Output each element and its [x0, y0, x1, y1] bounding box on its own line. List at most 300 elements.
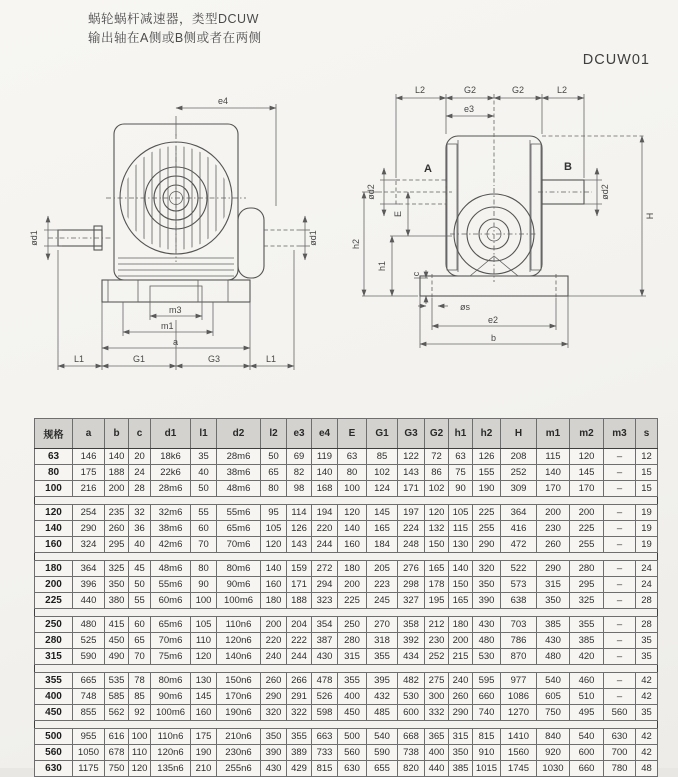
table-cell: 522: [501, 561, 537, 577]
dim-e2-label: e2: [488, 315, 499, 325]
table-cell: 260: [449, 689, 473, 705]
table-cell: 1015: [473, 761, 501, 777]
col-header-s: s: [636, 419, 658, 449]
table-cell: 15: [636, 465, 658, 481]
dim-l2-right-label: L2: [557, 85, 568, 95]
table-cell: 180: [338, 561, 367, 577]
size-group-4: [35, 673, 658, 721]
table-cell: 322: [287, 705, 312, 721]
table-cell: 85: [129, 689, 151, 705]
table-cell: 380: [105, 593, 129, 609]
table-cell: 50: [129, 577, 151, 593]
spec-cell: 63: [35, 449, 73, 465]
table-cell: 260: [537, 537, 570, 553]
table-cell: 60m6: [151, 593, 191, 609]
table-cell: 276: [398, 561, 425, 577]
table-cell: 220: [261, 633, 287, 649]
table-cell: 36: [129, 521, 151, 537]
table-cell: 32m6: [151, 505, 191, 521]
col-header-d2: d2: [217, 419, 261, 449]
table-cell: 170n6: [217, 689, 261, 705]
side-a-label: A: [424, 163, 432, 175]
dimension-table: [34, 418, 658, 777]
table-cell: 272: [312, 561, 338, 577]
spec-cell: 280: [35, 633, 73, 649]
table-cell: 655: [367, 761, 398, 777]
table-cell: 122: [398, 449, 425, 465]
table-row: [35, 561, 658, 577]
table-cell: 230: [537, 521, 570, 537]
table-cell: 24: [636, 577, 658, 593]
table-cell: 244: [287, 649, 312, 665]
table-cell: 630: [338, 761, 367, 777]
table-cell: 208: [501, 449, 537, 465]
table-cell: 665: [73, 673, 105, 689]
table-row: [35, 521, 658, 537]
table-cell: 40: [129, 537, 151, 553]
table-cell: 114: [287, 505, 312, 521]
table-cell: 222: [287, 633, 312, 649]
table-cell: 160: [261, 577, 287, 593]
table-cell: 248: [398, 537, 425, 553]
table-cell: 977: [501, 673, 537, 689]
table-cell: 510: [570, 689, 604, 705]
table-cell: 495: [570, 705, 604, 721]
table-row: [35, 673, 658, 689]
table-cell: 194: [312, 505, 338, 521]
table-cell: 45: [129, 561, 151, 577]
table-cell: 100m6: [217, 593, 261, 609]
table-cell: 119: [312, 449, 338, 465]
table-row: [35, 649, 658, 665]
table-cell: 120n6: [217, 633, 261, 649]
dim-E-label: E: [393, 210, 403, 218]
table-cell: 28m6: [217, 449, 261, 465]
table-cell: 100m6: [151, 705, 191, 721]
table-cell: 130: [191, 673, 217, 689]
table-cell: 50: [261, 449, 287, 465]
table-cell: 75: [449, 465, 473, 481]
table-cell: 395: [367, 673, 398, 689]
spec-cell: 120: [35, 505, 73, 521]
table-cell: 530: [398, 689, 425, 705]
table-cell: 616: [105, 729, 129, 745]
table-cell: 171: [287, 577, 312, 593]
table-cell: 430: [261, 761, 287, 777]
table-cell: 120: [338, 505, 367, 521]
size-group-1: [35, 505, 658, 553]
model-code: DCUW01: [582, 52, 650, 68]
table-cell: 429: [287, 761, 312, 777]
spec-cell: 500: [35, 729, 73, 745]
size-group-3: [35, 617, 658, 665]
table-cell: 472: [501, 537, 537, 553]
table-cell: 12: [636, 449, 658, 465]
dim-l1-right-label: L1: [266, 354, 277, 364]
table-cell: 90: [449, 481, 473, 497]
table-row: [35, 593, 658, 609]
table-cell: 180: [449, 617, 473, 633]
table-cell: 660: [473, 689, 501, 705]
table-cell: 1560: [501, 745, 537, 761]
table-cell: 420: [570, 649, 604, 665]
table-cell: 110n6: [151, 729, 191, 745]
table-cell: 535: [105, 673, 129, 689]
table-cell: 309: [501, 481, 537, 497]
col-header-e3: e3: [287, 419, 312, 449]
table-cell: 585: [105, 689, 129, 705]
table-cell: 140: [261, 561, 287, 577]
table-row: [35, 633, 658, 649]
table-cell: –: [604, 537, 636, 553]
spec-cell: 180: [35, 561, 73, 577]
table-cell: –: [604, 465, 636, 481]
table-cell: 165: [425, 561, 449, 577]
table-cell: 298: [398, 577, 425, 593]
table-cell: 355: [570, 617, 604, 633]
table-cell: –: [604, 617, 636, 633]
group-spacer: [35, 721, 658, 729]
table-cell: 255n6: [217, 761, 261, 777]
table-cell: 126: [473, 449, 501, 465]
table-cell: 120: [129, 761, 151, 777]
table-cell: –: [604, 689, 636, 705]
table-cell: 327: [398, 593, 425, 609]
table-cell: 143: [398, 465, 425, 481]
table-cell: 266: [287, 673, 312, 689]
table-cell: 55m6: [217, 505, 261, 521]
table-cell: –: [604, 649, 636, 665]
table-cell: 1050: [73, 745, 105, 761]
table-cell: 178: [425, 577, 449, 593]
table-cell: 100: [338, 481, 367, 497]
table-cell: 320: [473, 561, 501, 577]
dim-l1-left-label: L1: [74, 354, 85, 364]
table-cell: 55m6: [151, 577, 191, 593]
table-cell: 48: [636, 761, 658, 777]
table-cell: 440: [73, 593, 105, 609]
spec-cell: 225: [35, 593, 73, 609]
table-cell: 195: [425, 593, 449, 609]
col-header-H: H: [501, 419, 537, 449]
table-cell: 19: [636, 537, 658, 553]
table-cell: 110: [191, 633, 217, 649]
spec-cell: 315: [35, 649, 73, 665]
table-cell: 80m6: [217, 561, 261, 577]
col-header-h2: h2: [473, 419, 501, 449]
table-cell: 150: [449, 577, 473, 593]
table-cell: 910: [473, 745, 501, 761]
table-cell: 660: [570, 761, 604, 777]
table-cell: 355: [338, 673, 367, 689]
shaft-projection: [264, 230, 300, 246]
table-cell: 190: [473, 481, 501, 497]
table-cell: 143: [287, 537, 312, 553]
table-cell: 212: [425, 617, 449, 633]
table-cell: 573: [501, 577, 537, 593]
size-group-2: [35, 561, 658, 609]
table-cell: 290: [449, 705, 473, 721]
table-cell: 225: [473, 505, 501, 521]
spec-cell: 560: [35, 745, 73, 761]
table-cell: 150n6: [217, 673, 261, 689]
table-cell: 42: [636, 745, 658, 761]
table-cell: 220: [312, 521, 338, 537]
table-cell: 145: [191, 689, 217, 705]
table-cell: 332: [425, 705, 449, 721]
table-cell: 70: [129, 649, 151, 665]
table-row: [35, 761, 658, 777]
table-cell: 215: [449, 649, 473, 665]
table-cell: 171: [398, 481, 425, 497]
table-cell: 540: [570, 729, 604, 745]
table-cell: 490: [105, 649, 129, 665]
table-cell: 855: [73, 705, 105, 721]
table-cell: 15: [636, 481, 658, 497]
dim-g1-label: G1: [133, 354, 146, 364]
table-cell: 355: [367, 649, 398, 665]
table-cell: 1410: [501, 729, 537, 745]
table-cell: –: [604, 593, 636, 609]
dim-e3-label: e3: [464, 104, 475, 114]
table-cell: 69: [287, 449, 312, 465]
table-cell: 460: [570, 673, 604, 689]
table-cell: 120n6: [151, 745, 191, 761]
table-cell: 416: [501, 521, 537, 537]
table-cell: 165: [449, 593, 473, 609]
table-cell: 72: [425, 449, 449, 465]
table-cell: 663: [312, 729, 338, 745]
col-header-h1: h1: [449, 419, 473, 449]
table-cell: 63: [338, 449, 367, 465]
table-cell: 280: [570, 561, 604, 577]
col-header-spec: 规格: [35, 419, 73, 449]
spec-cell: 250: [35, 617, 73, 633]
table-cell: 315: [338, 649, 367, 665]
table-cell: 365: [425, 729, 449, 745]
table-cell: 132: [425, 521, 449, 537]
table-cell: 225: [338, 593, 367, 609]
table-cell: 24: [636, 561, 658, 577]
table-cell: 294: [312, 577, 338, 593]
dim-l2-left-label: L2: [415, 85, 426, 95]
table-cell: 255: [570, 537, 604, 553]
table-row: [35, 705, 658, 721]
table-cell: 140n6: [217, 649, 261, 665]
table-cell: 85: [367, 449, 398, 465]
table-cell: 42: [636, 689, 658, 705]
dim-h1-label: h1: [377, 260, 387, 272]
table-cell: 60: [129, 617, 151, 633]
table-cell: 295: [570, 577, 604, 593]
output-shaft-a: [384, 180, 452, 204]
table-cell: 105: [449, 505, 473, 521]
table-cell: 1745: [501, 761, 537, 777]
table-cell: 188: [105, 465, 129, 481]
col-header-l1: l1: [191, 419, 217, 449]
spec-cell: 80: [35, 465, 73, 481]
table-cell: 28: [129, 481, 151, 497]
table-cell: –: [604, 633, 636, 649]
table-cell: 390: [261, 745, 287, 761]
table-cell: 86: [425, 465, 449, 481]
col-header-d1: d1: [151, 419, 191, 449]
table-cell: 325: [105, 561, 129, 577]
table-cell: 19: [636, 521, 658, 537]
table-cell: 170: [570, 481, 604, 497]
table-cell: 35: [636, 649, 658, 665]
col-header-m2: m2: [570, 419, 604, 449]
table-cell: 145: [570, 465, 604, 481]
table-cell: 415: [105, 617, 129, 633]
title-block: [88, 10, 262, 49]
spec-cell: 140: [35, 521, 73, 537]
table-cell: 300: [425, 689, 449, 705]
table-cell: 1270: [501, 705, 537, 721]
table-cell: 140: [537, 465, 570, 481]
col-header-G1: G1: [367, 419, 398, 449]
table-cell: 63: [449, 449, 473, 465]
table-cell: 350: [105, 577, 129, 593]
table-cell: 65m6: [151, 617, 191, 633]
spec-cell: 450: [35, 705, 73, 721]
table-cell: 240: [449, 673, 473, 689]
table-cell: 80m6: [151, 673, 191, 689]
table-cell: 28: [636, 617, 658, 633]
table-cell: 70m6: [151, 633, 191, 649]
table-cell: 28: [636, 593, 658, 609]
table-cell: 260: [261, 673, 287, 689]
dim-e4-label: e4: [218, 96, 229, 106]
table-cell: 385: [537, 617, 570, 633]
table-cell: 595: [473, 673, 501, 689]
table-cell: 146: [73, 449, 105, 465]
table-cell: 703: [501, 617, 537, 633]
table-cell: 870: [501, 649, 537, 665]
table-cell: 90: [191, 577, 217, 593]
spec-cell: 100: [35, 481, 73, 497]
table-cell: 216: [73, 481, 105, 497]
table-cell: 400: [425, 745, 449, 761]
group-spacer: [35, 553, 658, 561]
table-cell: 482: [398, 673, 425, 689]
table-cell: 750: [537, 705, 570, 721]
table-cell: 126: [287, 521, 312, 537]
table-cell: 396: [73, 577, 105, 593]
table-cell: 120: [570, 449, 604, 465]
table-cell: 210: [191, 761, 217, 777]
table-row: [35, 449, 658, 465]
table-cell: 525: [73, 633, 105, 649]
dim-m1-label: m1: [161, 321, 174, 331]
table-cell: 526: [312, 689, 338, 705]
table-cell: 105: [261, 521, 287, 537]
table-cell: 35: [636, 633, 658, 649]
table-cell: 165: [367, 521, 398, 537]
table-cell: 235: [105, 505, 129, 521]
col-header-e4: e4: [312, 419, 338, 449]
table-cell: 42: [636, 673, 658, 689]
col-header-E: E: [338, 419, 367, 449]
table-cell: 291: [287, 689, 312, 705]
table-cell: 389: [287, 745, 312, 761]
table-cell: 480: [73, 617, 105, 633]
col-header-m3: m3: [604, 419, 636, 449]
table-cell: 204: [287, 617, 312, 633]
flange-hatch-right: [531, 144, 541, 270]
table-cell: 358: [398, 617, 425, 633]
table-cell: 210n6: [217, 729, 261, 745]
table-cell: 355: [287, 729, 312, 745]
size-group-5: [35, 729, 658, 777]
table-cell: 70: [191, 537, 217, 553]
dim-s-label: øs: [460, 302, 470, 312]
table-cell: 392: [398, 633, 425, 649]
table-cell: 28m6: [151, 481, 191, 497]
table-cell: 955: [73, 729, 105, 745]
col-header-c: c: [129, 419, 151, 449]
table-cell: 40: [191, 465, 217, 481]
table-cell: 80: [338, 465, 367, 481]
table-cell: 115: [537, 449, 570, 465]
table-cell: 733: [312, 745, 338, 761]
table-cell: 140: [338, 521, 367, 537]
table-cell: 200: [537, 505, 570, 521]
table-cell: 432: [367, 689, 398, 705]
table-cell: 320: [261, 705, 287, 721]
table-row: [35, 481, 658, 497]
table-cell: 120: [261, 537, 287, 553]
table-cell: 230: [425, 633, 449, 649]
table-cell: 223: [367, 577, 398, 593]
table-cell: 175: [191, 729, 217, 745]
dim-a-label: a: [173, 337, 179, 347]
table-cell: 840: [537, 729, 570, 745]
table-cell: 350: [261, 729, 287, 745]
table-cell: 315: [537, 577, 570, 593]
table-cell: 80: [261, 481, 287, 497]
table-cell: 135n6: [151, 761, 191, 777]
table-cell: 560: [604, 705, 636, 721]
table-cell: 48m6: [217, 481, 261, 497]
table-cell: 364: [501, 505, 537, 521]
table-cell: 400: [338, 689, 367, 705]
table-cell: 65m6: [217, 521, 261, 537]
table-cell: 35: [191, 449, 217, 465]
table-cell: 630: [604, 729, 636, 745]
table-cell: 190n6: [217, 705, 261, 721]
table-cell: 100: [191, 593, 217, 609]
table-cell: 786: [501, 633, 537, 649]
table-cell: 350: [473, 577, 501, 593]
table-cell: 78: [129, 673, 151, 689]
table-cell: 562: [105, 705, 129, 721]
table-cell: 254: [73, 505, 105, 521]
table-cell: 740: [473, 705, 501, 721]
table-cell: 560: [338, 745, 367, 761]
table-cell: 75m6: [151, 649, 191, 665]
table-row: [35, 689, 658, 705]
dim-g3-label: G3: [208, 354, 221, 364]
table-row: [35, 537, 658, 553]
table-cell: 102: [367, 465, 398, 481]
table-cell: 678: [105, 745, 129, 761]
table-cell: 350: [537, 593, 570, 609]
table-cell: 600: [570, 745, 604, 761]
table-cell: 738: [398, 745, 425, 761]
table-cell: 240: [261, 649, 287, 665]
table-cell: 748: [73, 689, 105, 705]
